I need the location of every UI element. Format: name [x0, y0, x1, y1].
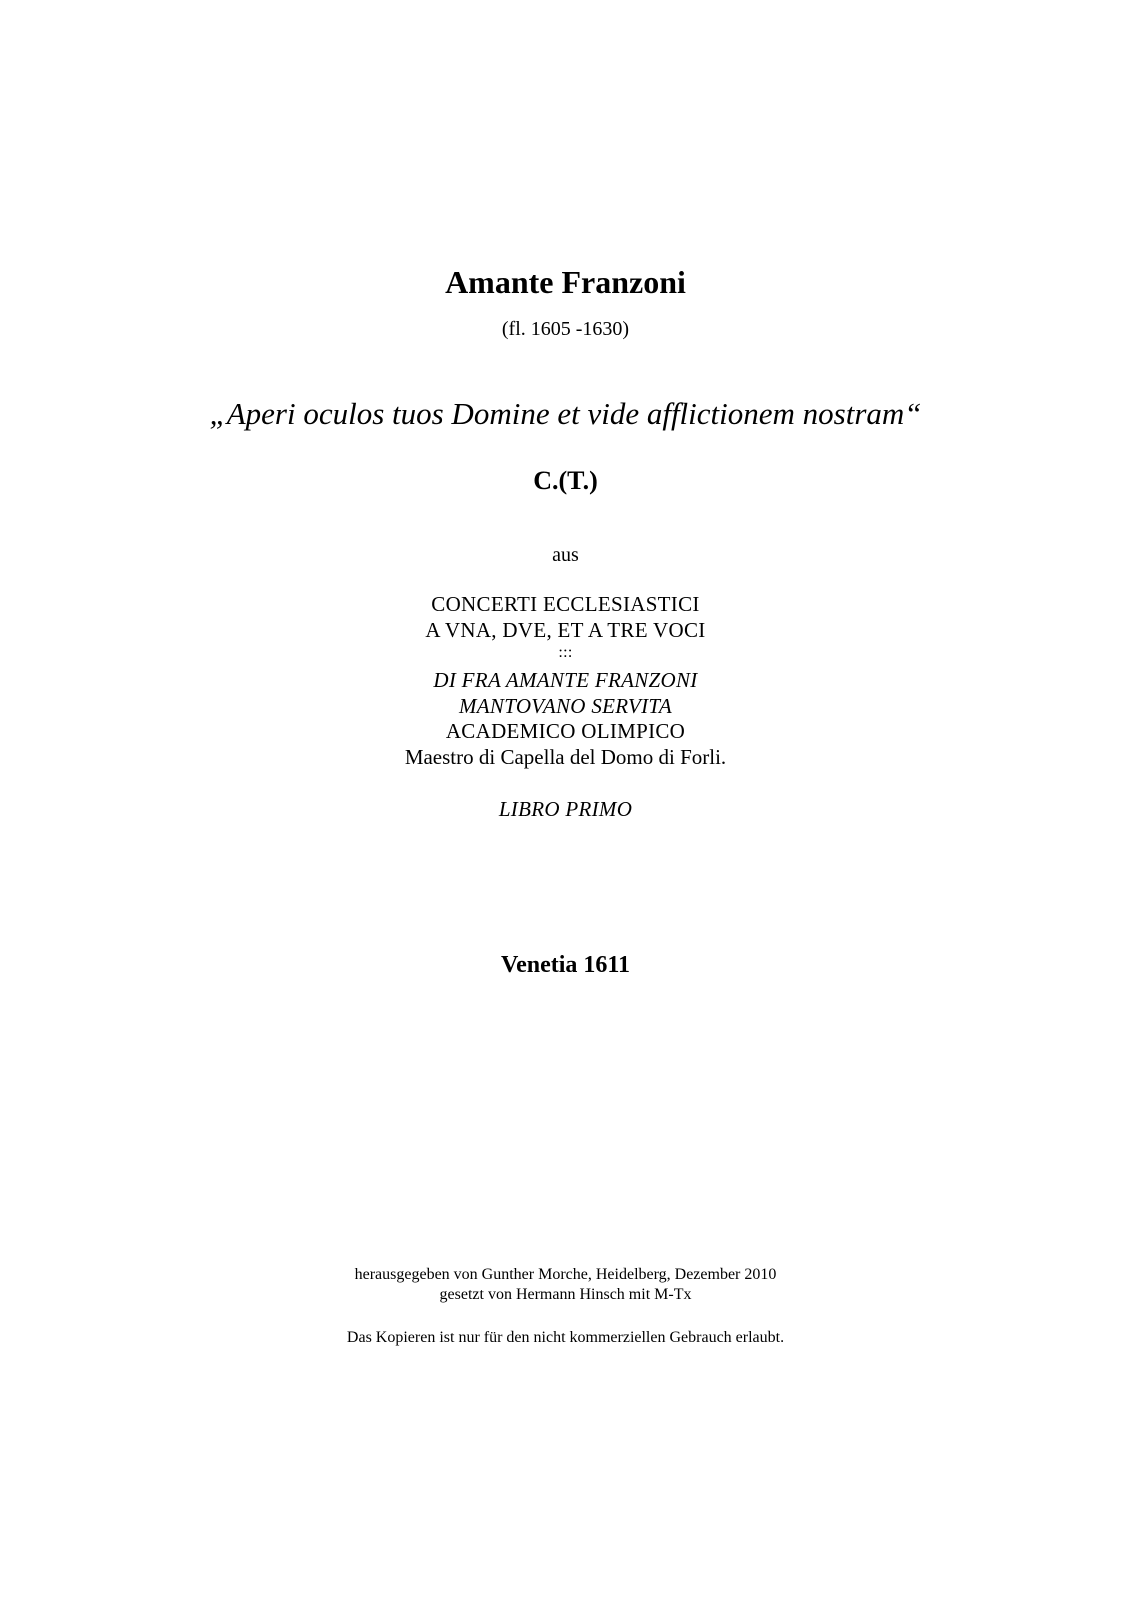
typesetter-credit: gesetzt von Hermann Hinsch mit M-Tx — [439, 1286, 692, 1303]
from-label: aus — [552, 544, 579, 566]
source-separator: ::: — [558, 644, 573, 661]
source-position: Maestro di Capella del Domo di Forli. — [404, 745, 727, 769]
source-title: CONCERTI ECCLESIASTICI — [431, 592, 700, 616]
source-author: DI FRA AMANTE FRANZONI — [433, 668, 698, 692]
voice-designation: C.(T.) — [533, 466, 598, 495]
source-author-origin: MANTOVANO SERVITA — [459, 694, 672, 718]
source-academy: ACADEMICO OLIMPICO — [445, 719, 686, 743]
source-book: LIBRO PRIMO — [498, 797, 633, 821]
work-title: „Aperi oculos tuos Domine et vide afflictionem nostram“ — [209, 396, 922, 431]
editor-credit: herausgegeben von Gunther Morche, Heidelberg, Dezember 2010 — [354, 1266, 777, 1283]
source-scoring: A VNA, DVE, ET A TRE VOCI — [425, 618, 706, 642]
composer-name: Amante Franzoni — [445, 264, 686, 300]
place-year: Venetia 1611 — [500, 952, 631, 978]
composer-dates: (fl. 1605 -1630) — [501, 318, 630, 340]
license-notice: Das Kopieren ist nur für den nicht kommerziellen Gebrauch erlaubt. — [346, 1329, 785, 1346]
